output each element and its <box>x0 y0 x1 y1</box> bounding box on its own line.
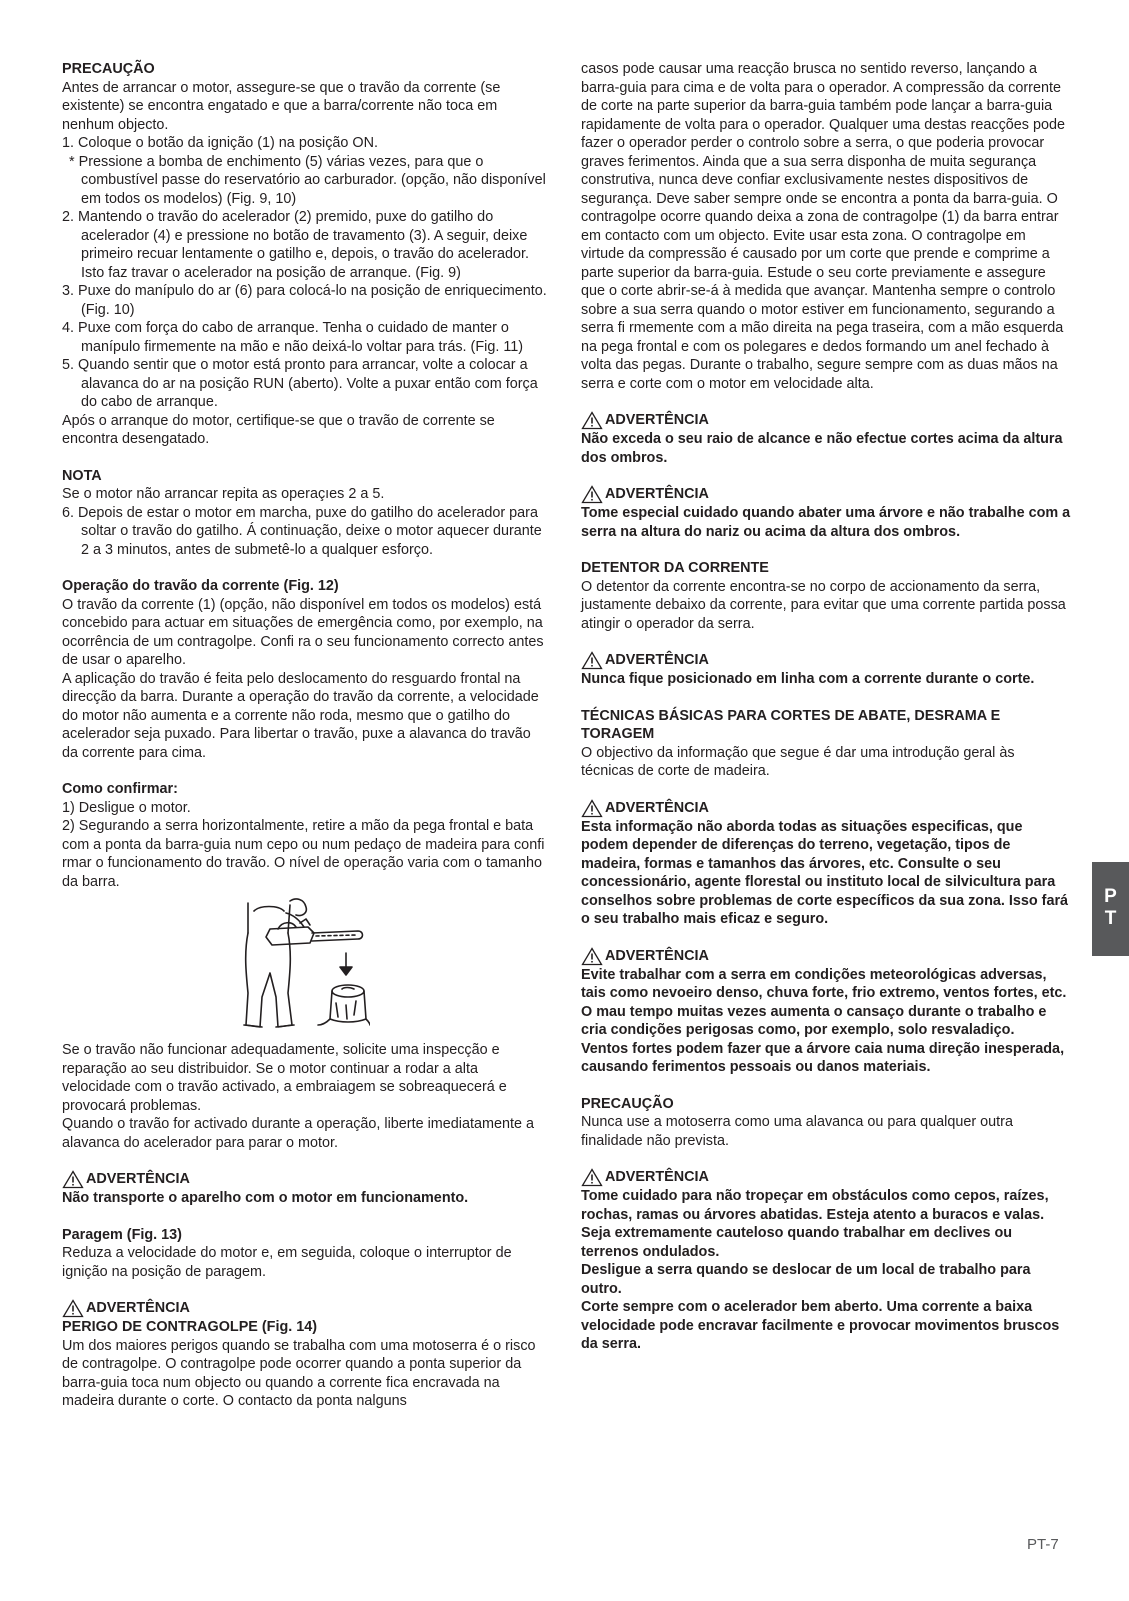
warning-heading-obstacles: ADVERTÊNCIA <box>581 1168 1071 1187</box>
left-column <box>62 60 550 1411</box>
warning-reach-text: Não exceda o seu raio de alcance e não efectue cortes acima da altura dos ombros. <box>581 431 1063 466</box>
step-primer: * Pressione a bomba de enchimento (5) várias vezes, para que o combustível passe do reservatório ao carburador. (opção, não disponível em todos os modelos) (Fig. 9, 10) <box>69 153 546 207</box>
step-5: 5. Quando sentir que o motor está pronto para arrancar, volte a colocar a alavanca do ar na posição RUN (aberto). Volte a puxar então com força do cabo de arranque. <box>62 357 538 410</box>
warning-felling-text: Tome especial cuidado quando abater uma árvore e não trabalhe com a serra na altura do nariz ou acima da altura dos ombros. <box>581 505 1071 540</box>
detentor-text: O detentor da corrente encontra-se no corpo de accionamento da serra, justamente debaixo da corrente, para evitar que uma corrente partida possa atingir o operador da serra. <box>581 578 1066 632</box>
language-tab-pt: P T <box>1092 862 1129 956</box>
after-figure-paragraph-2: Quando o travão for activado durante a operação, liberte imediatamente a alavanca do acelerador para parar o motor. <box>62 1116 534 1151</box>
warning-heading-position: ADVERTÊNCIA <box>581 651 1071 670</box>
after-start-text: Após o arranque do motor, certifique-se que o travão de corrente se encontra desengatado. <box>62 412 495 447</box>
warning-triangle-icon <box>581 799 603 818</box>
detentor-heading: DETENTOR DA CORRENTE <box>581 560 769 576</box>
warning-heading-reach: ADVERTÊNCIA <box>581 411 1071 430</box>
nota-heading: NOTA <box>62 467 102 484</box>
confirm-step-2: 2) Segurando a serra horizontalmente, retire a mão da pega frontal e bata com a ponta da barra-guia num cepo ou num pedaço de madeira para confi rmar o funcionamento do travão. O nível de operação varia com o tamanho da barra. <box>62 818 545 890</box>
precaucao-2-heading: PRECAUÇÃO <box>581 1095 674 1112</box>
warning-heading-felling: ADVERTÊNCIA <box>581 485 1071 504</box>
warning-heading-transport: ADVERTÊNCIA <box>62 1170 550 1189</box>
warning-triangle-icon <box>62 1170 84 1189</box>
kickback-text: Um dos maiores perigos quando se trabalha com uma motoserra é o risco de contragolpe. O contragolpe pode ocorrer quando a ponta superior da barra-guia toca num objecto ou quando a corrente fica encravada na madeira durante o corte. O contacto da ponta nalguns <box>62 1337 536 1409</box>
warning-transport-text: Não transporte o aparelho com o motor em funcionamento. <box>62 1190 469 1206</box>
page-number: PT-7 <box>1027 1536 1059 1553</box>
tecnicas-heading: TÉCNICAS BÁSICAS PARA CORTES DE ABATE, DESRAMA E TORAGEM <box>581 707 1001 742</box>
warning-triangle-icon <box>581 651 603 670</box>
start-steps <box>62 134 550 412</box>
warning-situations-text: Esta informação não aborda todas as situações especificas, que podem depender de diferenças do terreno, vegetação, tipos de madeira, formas e tamanhos das árvores, etc. Consulte o seu concessionário, agente florestal ou instituto local de silvicultura para conselhos sobre problemas de corte específicos da sua zona. Isso fará o seu trabalho mais eficaz e seguro. <box>581 818 1069 927</box>
warning-triangle-icon <box>581 947 603 966</box>
warning-triangle-icon <box>581 1168 603 1187</box>
step-3: 3. Puxe do manípulo do ar (6) para colocá-lo na posição de enriquecimento. (Fig. 10) <box>62 283 547 318</box>
kickback-continued-text: casos pode causar uma reacção brusca no sentido reverso, lançando a barra-guia para cima e de volta para o operador. A compressão da corrente de corte na parte superior da barra-guia também pode lançar a barra-guia rapidamente de volta para o operador. Qualquer uma destas reacções pode fazer o operador perder o controlo sobre a serra, o que poderia provocar graves ferimentos. Ainda que a sua serra disponha de muita segurança construtiva, nunca deve confiar exclusivamente nestes dispositivos de segurança. Deve saber sempre onde se encontra a ponta da barra-guia. O contragolpe ocorre quando deixa a zona de contragolpe (1) da barra entrar em contacto com um objecto. Evite usar esta zona. O contragolpe em virtude da compressão é causado por um corte que prende e comprime a parte superior da barra-guia. Estude o seu corte previamente e assegure que o corte abrir-se-á à medida que avançar. Mantenha sempre o controlo sobre a sua serra quando o motor estiver em funcionamento, segurando a serra fi rmemente com a mão direita na pega traseira, com a mão esquerda na pega frontal e com os polegares e dedos formando um anel fechado à volta das pegas. Durante o trabalho, segure sempre com as duas mãos na serra e corte com o motor em velocidade alta. <box>581 61 1065 392</box>
brake-paragraph-1: O travão da corrente (1) (opção, não disponível em todos os modelos) está concebido para actuar em situações de emergência como, por exemplo, na ocorrência de um contragolpe. Confi ra o seu funcionamento correcto antes de usar o aparelho. <box>62 596 544 668</box>
brake-heading: Operação do travão da corrente (Fig. 12) <box>62 578 339 594</box>
warning-heading-kickback: ADVERTÊNCIA <box>62 1299 550 1318</box>
step-1: 1. Coloque o botão da ignição (1) na posição ON. <box>62 135 378 151</box>
precaucao-text: Antes de arrancar o motor, assegure-se que o travão da corrente (se existente) se encontra engatado e que a barra/corrente não toca em nenhum objecto. <box>62 79 501 133</box>
precaucao-2-text: Nunca use a motoserra como uma alavanca ou para qualquer outra finalidade não prevista. <box>581 1114 1013 1149</box>
confirm-step-1: 1) Desligue o motor. <box>62 799 191 816</box>
warning-weather-text-3: Ventos fortes podem fazer que a árvore caia numa direção inesperada, causando ferimentos pessoais ou danos materiais. <box>581 1040 1065 1075</box>
brake-paragraph-2: A aplicação do travão é feita pelo deslocamento do resguardo frontal na direcção da barra. Durante a operação do travão da corrente, a velocidade do motor não aumenta e a corrente não roda, mesmo que o gatilho do acelerador seja puxado. Para libertar o travão, puxe a alavanca do travão da corrente para cima. <box>62 670 539 761</box>
chainsaw-brake-test-figure <box>62 891 550 1041</box>
warning-triangle-icon <box>62 1299 84 1318</box>
warning-obstacles-text-1: Tome cuidado para não tropeçar em obstáculos como cepos, raízes, rochas, ramas ou árvores abatidas. Esteja atento a buracos e valas. Seja extremamente cauteloso quando trabalhar em declives ou terrenos ondulados. <box>581 1188 1049 1260</box>
step-2: 2. Mantendo o travão do acelerador (2) premido, puxe do gatilho do acelerador (4) e pressione no botão de travamento (3). A seguir, deixe primeiro recuar lentamente o gatilho e, depois, o travão do acelerador. Isto faz travar o acelerador na posição de arranque. (Fig. 9) <box>62 209 529 281</box>
warning-weather-text-2: O mau tempo muitas vezes aumenta o cansaço durante o trabalho e cria condições perigosas como, por exemplo, solo resvaladiço. <box>581 1003 1047 1038</box>
step-6: 6. Depois de estar o motor em marcha, puxe do gatilho do acelerador para soltar o travão do gatilho. Á continuação, deixe o motor aquecer durante 2 a 3 minutos, antes de submetê-lo a qualquer esforço. <box>62 504 542 558</box>
warning-obstacles-text-2: Desligue a serra quando se deslocar de um local de trabalho para outro. <box>581 1262 1031 1297</box>
warning-weather-text-1: Evite trabalhar com a serra em condições meteorológicas adversas, tais como nevoeiro denso, chuva forte, frio extremo, ventos fortes, etc. <box>581 966 1067 1001</box>
confirm-heading: Como confirmar: <box>62 781 178 797</box>
stop-text: Reduza a velocidade do motor e, em seguida, coloque o interruptor de ignição na posição de paragem. <box>62 1245 512 1280</box>
warning-position-text: Nunca fique posicionado em linha com a corrente durante o corte. <box>581 671 1035 687</box>
tecnicas-text: O objectivo da informação que segue é dar uma introdução geral às técnicas de corte de madeira. <box>581 744 1015 779</box>
kickback-subheading: PERIGO DE CONTRAGOLPE (Fig. 14) <box>62 1319 318 1335</box>
warning-triangle-icon <box>581 485 603 504</box>
stop-heading: Paragem (Fig. 13) <box>62 1226 182 1243</box>
step-4: 4. Puxe com força do cabo de arranque. Tenha o cuidado de manter o manípulo firmemente na mão e não deixá-lo voltar para trás. (Fig. 11) <box>62 320 524 355</box>
warning-obstacles-text-3: Corte sempre com o acelerador bem aberto. Uma corrente a baixa velocidade pode encravar facilmente e provocar movimentos bruscos da serra. <box>581 1299 1060 1352</box>
warning-heading-weather: ADVERTÊNCIA <box>581 947 1071 966</box>
warning-heading-situations: ADVERTÊNCIA <box>581 799 1071 818</box>
nota-text: Se o motor não arrancar repita as operaçıes 2 a 5. <box>62 486 385 502</box>
right-column <box>581 60 1071 1354</box>
precaucao-heading: PRECAUÇÃO <box>62 61 155 77</box>
warning-triangle-icon <box>581 411 603 430</box>
after-figure-paragraph-1: Se o travão não funcionar adequadamente, solicite uma inspecção e reparação ao seu distribuidor. Se o motor continuar a rodar a alta velocidade com o travão activado, a embraiagem se sobreaquecerá e provocará problemas. <box>62 1042 507 1114</box>
